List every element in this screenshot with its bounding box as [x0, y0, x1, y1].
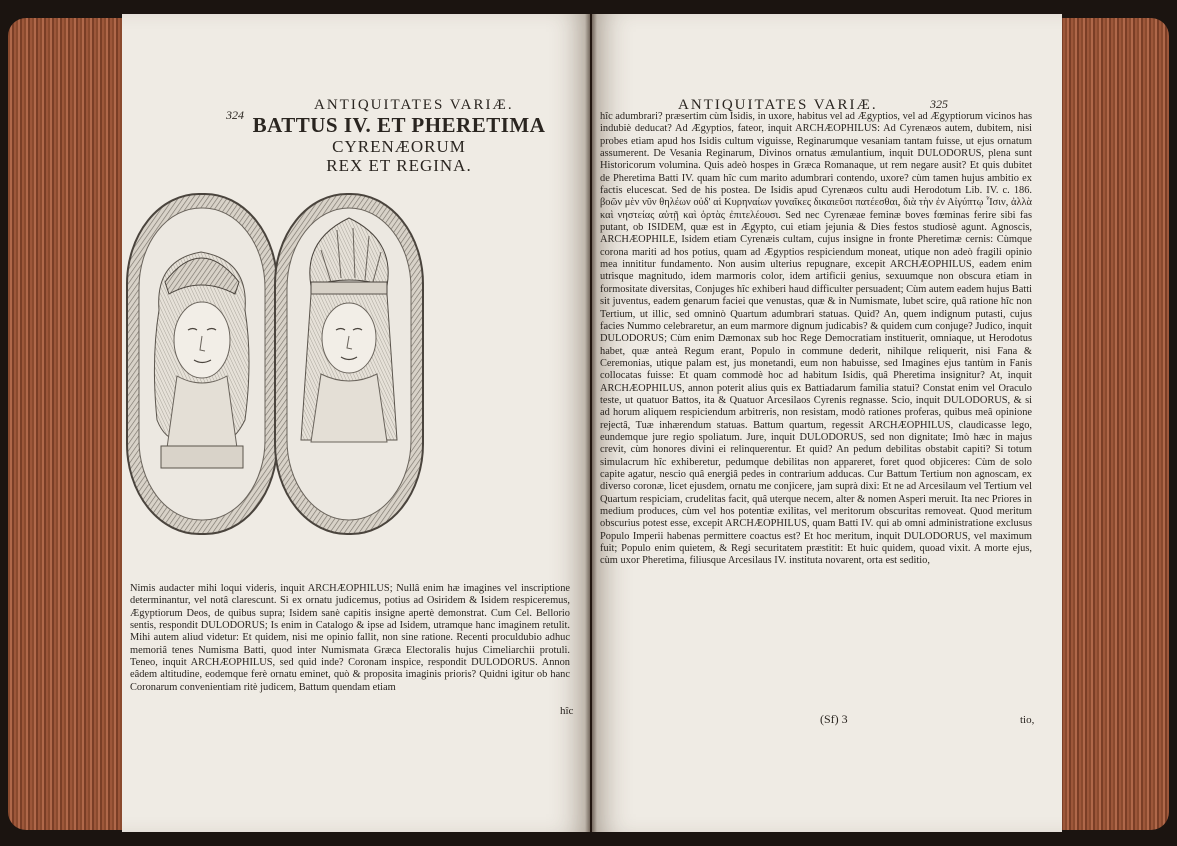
right-page-edges	[1057, 18, 1169, 830]
right-page-paragraph: hîc adumbrari? præsertim cùm Isidis, in uxore, habitus vel ad Ægyptios, vel ad Ægyptiorum vicinos has indubiè deducat? Ad Ægyptios, fateor, inquit ARCHÆOPHILUS: Ad Cyrenæos autem, dubitem, nisi probes etiam apud hos Isidis cultum viguisse, Reginarumque vesaniam tantam fuisse, ut ejus ornatum assumerent. De Vesania Reginarum, Divinos ornatus æmulantium, inquit DULODORUS, plena sunt Historicorum volumina. Quis adeò hospes in Græca Romanaque, ut rem negare ausit? Et quis dubitet de Pheretima Batti IV. quam hîc cum marito adumbrari contendo, uxore? cùm tamen hujus ambitio ex factis elucescat. Sed de his postea. De Isidis apud Cyrenæos cultu audi Herodotum Lib. IV. c. 186. βοῶν μὲν νῦν θηλέων οὐδ' αἱ Κυρηναίων γυναῖκες δικαιεῦσι πατέεσθαι, διὰ τὴν ἐν Αἰγύπτῳ Ἶσιν, ἀλλὰ καὶ νηστείας αὐτῇ καὶ ὁρτὰς ἐπιτελέουσι. Sed nec Cyrenæae feminæ boves fœminas ferire sibi fas putant, ob ISIDEM, quæ est in Ægypto, cui etiam jejunia & Dies festos studiosè agunt. Agnoscis, ARCHÆOPHILE, Isidem etiam Cyrenæis cultam, cujus insigne in fronte Pheretimæ cernis: Cùmque corona mariti ad hos potius, quam ad Ægyptios respiciendum moneat, utique non adeò fragili opinio mea innititur fundamento. Non ausim ulterius repugnare, excepit ARCHÆOPHILUS, eadem enim utrisque magnitudo, idem marmoris color, idem artificii genius, sexuumque non obscura etiam in formositate diversitas, Conjuges hîc exhiberi haud difficulter persuadent; Cùm autem eadem hujus Batti sit juventus, eadem genarum faciei que venustas, quæ & in Numismate, lubet scire, quâ ratione hîc non Tertium, ut illic, sed omninò Quartum adumbrari statuas. Quid? An, quem indignum putasti, cujus facies Nummo celebraretur, an eum marmore dignum judicabis? & quidem cum conjuge? Judico, inquit DULODORUS; Cùm enim Dæmonax sub hoc Rege Democratiam instituerit, omniaque, ut Herodotus habet, quæ anteà Regum erant, Populo in commune dederit, nihilque reliquerit, nisi Fana & Ceremonias, utique palam est, jus monetandi, eum non habuisse, sed Imagines ejus tantùm in Fanis collocatas fuisse: Et quam commodè hoc ad habitum Isidis, quâ Pheretima insignitur? At, inquit ARCHÆOPHILUS, annon poterit alius quis ex Battiadarum familia statui? Constat enim vel Oraculo teste, ut quatuor Battos, ita & Quatuor Arcesilaos Cyrenis regnasse. Scio, inquit DULODORUS, & si ad horum aliquem respiciendum arbitreris, non resistam, modò rationes proferas, quibus meâ opinione rejectâ, Tuæ inhærendum statuas. Battum quartum, regessit ARCHÆOPHILUS, claudicasse lego, eundemque jure regio spoliatum. Jure, inquit DULODORUS, sed non dignitate; Imò hæc in majus crevit, cùm honores divini ei relinquerentur. Et quid? An pedum debilitas obstabit capiti? Si totum simulacrum hîc exhiberetur, pedumque debilitas non appareret, foret quod objiceres: Cùm de solo capite agatur, nescio quâ energiâ pedes in contrarium adducas. Cur Battum Tertium non agnoscam, ex diverso coronæ, licet ejusdem, ornatu me conjicere, jam suprà dixi: Et ne ad Arcesilaum vel Tertium vel Quartum respiciam, crudelitas facit, quâ uterque necem, alter & nomen Asperi meruit. Ita nec Priores in medium produces, cùm vel hos potentiæ exilitas, vel meritorum obscuritas removeat. Quod meritum obscurius potest esse, excepit ARCHÆOPHILUS, quam Batti IV. qui ab omni administratione exclusus Populo Imperii habenas permittere coactus est? Et hoc meritum, inquit DULODORUS, vel maximum fuit; Populo enim quietem, & Regi securitatem præstitit: Et huic quidem, quoad vixit. A morte ejus, cùm uxor Pheretima, filiusque Arcesilaus IV. instituta novarent, orta est seditio,	[600, 111, 1032, 567]
right-page-body	[600, 111, 1032, 568]
right-running-head: ANTIQUITATES VARIÆ.	[678, 97, 878, 113]
signature-mark: (Sf) 3	[820, 712, 848, 726]
right-catchword: tio,	[1020, 714, 1035, 726]
plate-title-line1: BATTUS IV. ET PHERETIMA	[252, 113, 546, 137]
left-page-body	[130, 583, 570, 694]
left-page-paragraph: Nimis audacter mihi loqui videris, inquit ARCHÆOPHILUS; Nullâ enim hæ imagines vel inscriptione determinantur, vel notâ clarescunt. Si ex ornatu judicemus, potius ad Osiridem & Isidem respiceremus, Ægyptiorum Deos, de quibus supra; Isidem sanè capitis insigne apertè demonstrat. Cum Cel. Bellorio sentis, respondit DULODORUS; Is enim in Catalogo & ipse ad Isidem, utramque hanc imaginem retulit. Mihi autem aliud videtur: Et quidem, nisi me opinio fallit, non sine ratione. Recenti proculdubio adhuc memoriâ tenes Numisma Batti, quod inter Numismata Græca Electoralis hujus Cimeliarchii protuli. Teneo, inquit ARCHÆOPHILUS, sed quid inde? Coronam inspice, respondit DULODORUS. Annon eâdem altitudine, eodemque ferè ornatu eminet, quò & proposita imaginis prioris? Quidni igitur ob hanc Coronarum convenientiam ritè judicem, Battum quendam etiam	[130, 583, 570, 693]
book-gutter	[585, 14, 597, 832]
plate-title-line2: CYRENÆORUM	[332, 137, 466, 156]
engraving-illustration	[125, 190, 425, 538]
plate-title-line3: REX ET REGINA.	[326, 156, 472, 175]
left-catchword: hîc	[560, 705, 574, 717]
engraved-plate	[125, 190, 425, 538]
left-running-head: ANTIQUITATES VARIÆ.	[314, 97, 514, 113]
left-page-edges	[8, 18, 126, 830]
plate-title	[244, 115, 554, 174]
right-page-number: 325	[930, 97, 948, 111]
battus-medallion	[127, 194, 277, 534]
pheretima-medallion	[275, 194, 423, 534]
left-page-number: 324	[226, 108, 244, 122]
